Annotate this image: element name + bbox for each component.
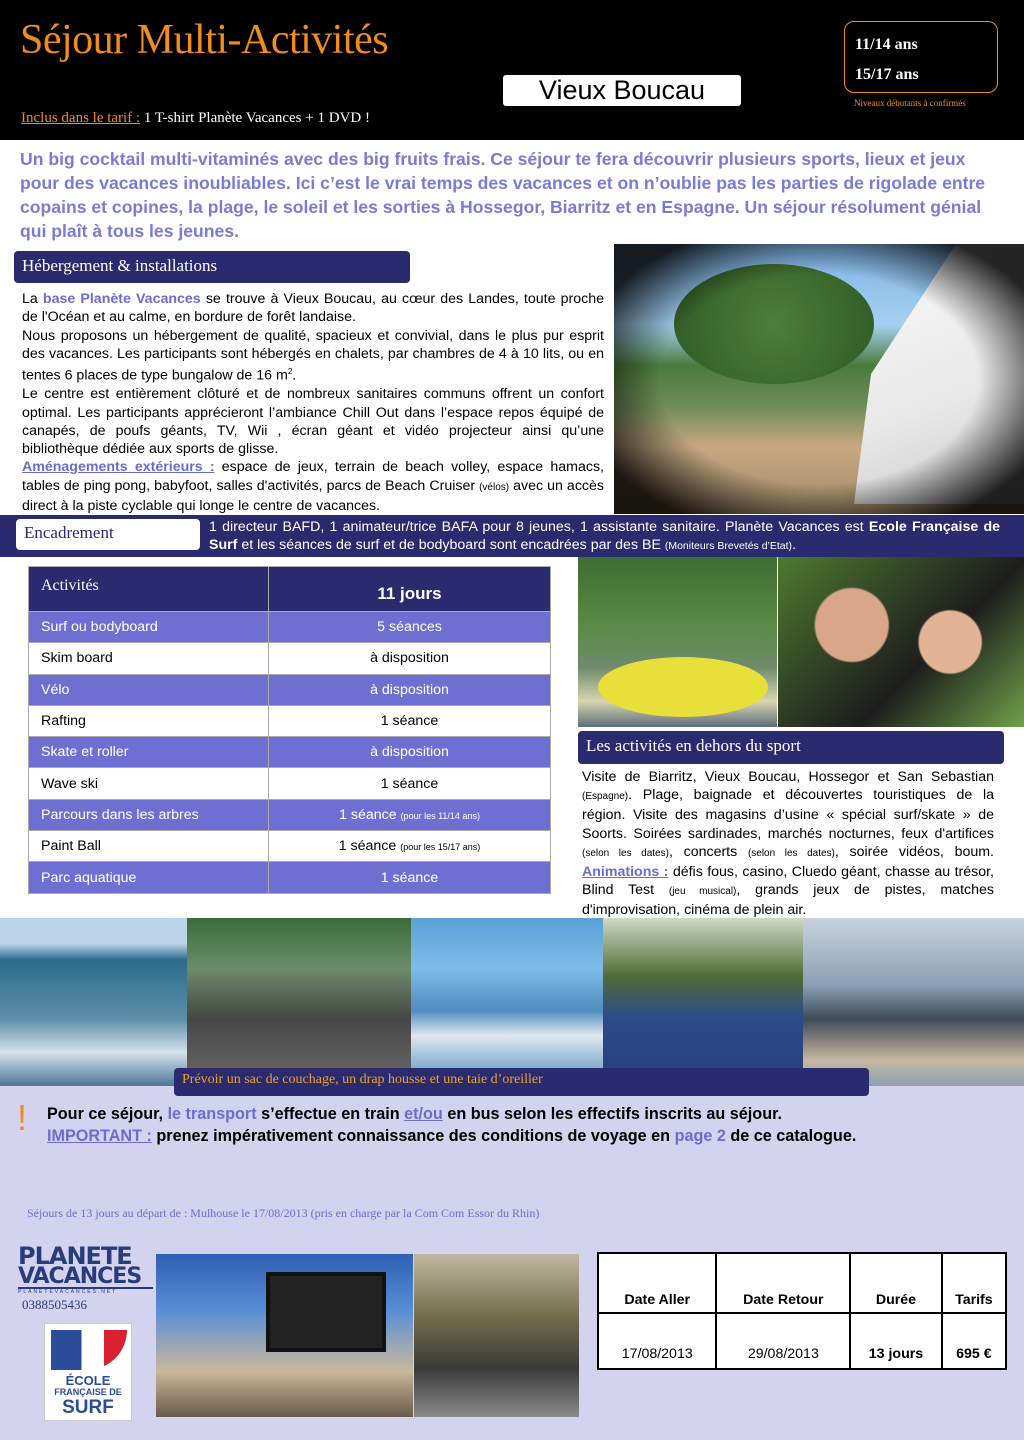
hebergement-text [22,290,604,515]
activity-value: à disposition [269,643,551,674]
paintball-photo [603,918,803,1086]
hebergement-p3: Le centre est entièrement clôturé et de nombreux sanitaires communs offrent un confort optimal. Les participants apprécieront l’ambiance Chill Out dans l’espace repos équipé de canapés, de poufs géants, TV, Wii , écran géant et vidéo projecteur ainsi qu’une bibliothèque dédiée aux sports de glisse. [22,386,604,458]
activity-row [29,705,551,736]
encadrement-text: 1 directeur BAFD, 1 animateur/trice BAFA pour 8 jeunes, 1 assistante sanitaire. Planète Vacances est Ecole Française de Surf et les séances de surf et de bodyboard sont encadrées par des BE (Moniteurs Brevetés d’Etat). [209,519,1001,553]
activity-row [29,612,551,643]
included-label: Inclus dans le tarif : [21,110,141,126]
activity-value: 1 séance [269,705,551,736]
activity-value: 5 séances [269,612,551,643]
animations-link[interactable]: Animations : [582,864,669,881]
header-date-aller: Date Aller [598,1253,716,1313]
activity-row [29,768,551,799]
activity-name: Parcours dans les arbres [29,799,269,830]
group-kids-photo [778,557,1024,727]
date-retour: 29/08/2013 [716,1313,850,1369]
phone-number: 0388505436 [22,1297,87,1312]
bodyboard-photo [803,918,1024,1086]
activities-header-duration: 11 jours [269,567,551,612]
exclamation-icon: ! [17,1097,28,1138]
date-aller: 17/08/2013 [598,1313,716,1369]
departure-info: Séjours de 13 jours au départ de : Mulhouse le 17/08/2013 (pris en charge par la Com Com Essor du Rhin) [27,1206,540,1220]
et-ou-link[interactable]: et/ou [404,1105,443,1123]
activity-value: à disposition [269,674,551,705]
activity-value: 1 séance [269,862,551,893]
activities-header-row [29,567,551,612]
age-group-2: 15/17 ans [855,66,919,83]
activity-row [29,862,551,893]
section-outside-title: Les activités en dehors du sport [578,731,1004,764]
tarif: 695 € [942,1313,1006,1369]
included-line [21,110,370,127]
duree: 13 jours [850,1313,942,1369]
activity-row [29,674,551,705]
transport-note [47,1103,1007,1147]
header-date-retour: Date Retour [716,1253,850,1313]
activity-value: 1 séance [269,768,551,799]
section-hebergement-title: Hébergement & installations [14,251,410,283]
intro-paragraph: Un big cocktail multi-vitaminés avec des big fruits frais. Ce séjour te fera découvrir plusieurs sports, lieux et jeux pour des vacances inoubliables. Ici c’est le vrai temps des vacances et on n’oublie pas les parties de rigolade entre copains et copines, la plage, le soleil et les sorties à Hossegor, Biarritz et en Espagne. Un séjour résolument génial qui plaît à tous les jeunes. [20,149,986,241]
age-group-1: 11/14 ans [855,36,918,53]
hebergement-p2: Nous proposons un hébergement de qualité, spacieux et convivial, dans le plus pur esprit des vacances. Les participants sont hébergés en chalets, par chambres de 4 à 10 lits, ou en tentes 6 places de type bungalow de 16 $m^2$. [22,327,604,384]
transport-line-1: Pour ce séjour, le transport s’effectue en train et/ou en bus selon les effectifs inscrits au séjour. [47,1105,782,1123]
concert-stage-photo [156,1254,413,1417]
dates-row [598,1313,1006,1369]
transport-line-2: IMPORTANT : prenez impérativement connaissance des conditions de voyage en page 2 de ce catalogue. [47,1127,857,1145]
dates-header-row [598,1253,1006,1313]
kayak-photo [0,918,187,1086]
hebergement-p1: La base Planète Vacances se trouve à Vieux Boucau, au cœur des Landes, toute proche de l'Océan et au calme, en bordure de forêt landaise. [22,291,604,326]
activities-header-label: Activités [29,567,269,612]
amenagements-link[interactable]: Aménagements extérieurs : [22,459,215,476]
photo-strip [0,918,1024,1086]
included-text: 1 T-shirt Planète Vacances + 1 DVD ! [140,110,370,126]
activity-row [29,643,551,674]
rafting-photo [578,557,777,727]
header-tarifs: Tarifs [942,1253,1006,1313]
important-link[interactable]: IMPORTANT : [47,1127,152,1145]
activity-value: 1 séance (pour les 15/17 ans) [269,831,551,862]
planete-vacances-logo: PLANETE VACANCES PLANETEVACANCES.NET [18,1245,153,1295]
activity-name: Vélo [29,674,269,705]
dates-table [597,1252,1007,1370]
activity-name: Surf ou bodyboard [29,612,269,643]
activities-table [28,566,551,894]
activity-name: Rafting [29,705,269,736]
age-groups [844,21,998,93]
sleeping-bag-note: Prévoir un sac de couchage, un drap housse et une taie d’oreiller [174,1068,869,1096]
levels-note: Niveaux débutants à confirmés [854,98,966,108]
roller-group-photo [187,918,411,1086]
activity-value: à disposition [269,737,551,768]
activity-row [29,799,551,830]
water-park-photo [411,918,603,1086]
group-sitting-photo [414,1254,579,1417]
ecole-francaise-surf-logo: ÉCOLE FRANÇAISE DE SURF [44,1323,132,1421]
activity-name: Skate et roller [29,737,269,768]
location-label: Vieux Boucau [503,75,741,106]
activity-name: Wave ski [29,768,269,799]
activity-name: Parc aquatique [29,862,269,893]
activity-name: Paint Ball [29,831,269,862]
outside-text: Visite de Biarritz, Vieux Boucau, Hossegor et San Sebastian (Espagne). Plage, baignade et découvertes touristiques de la région. Visite des magasins d’usine « spécial surf/skate » de Soorts. Soirées sardinades, marchés nocturnes, feux d'artifices (selon les dates), concerts (selon les dates), soirée vidéos, boum. Animations : défis fous, casino, Cluedo géant, chasse au trésor, Blind Test (jeu musical), grands jeux de pistes, matches d'improvisation, cinéma de plein air. [582,769,995,919]
campsite-photo [614,244,1024,514]
header-duree: Durée [850,1253,942,1313]
hebergement-p4: Aménagements extérieurs : espace de jeux, terrain de beach volley, espace hamacs, tables de ping pong, babyfoot, salles d'activités, parcs de Beach Cruiser (vélos) avec un accès direct à la piste cyclable qui longe le centre de vacances. [22,459,604,514]
section-encadrement-title: Encadrement [16,519,200,550]
activity-row [29,831,551,862]
page-title: Séjour Multi-Activités [20,17,389,63]
activity-value: 1 séance (pour les 11/14 ans) [269,799,551,830]
activity-row [29,737,551,768]
activity-name: Skim board [29,643,269,674]
